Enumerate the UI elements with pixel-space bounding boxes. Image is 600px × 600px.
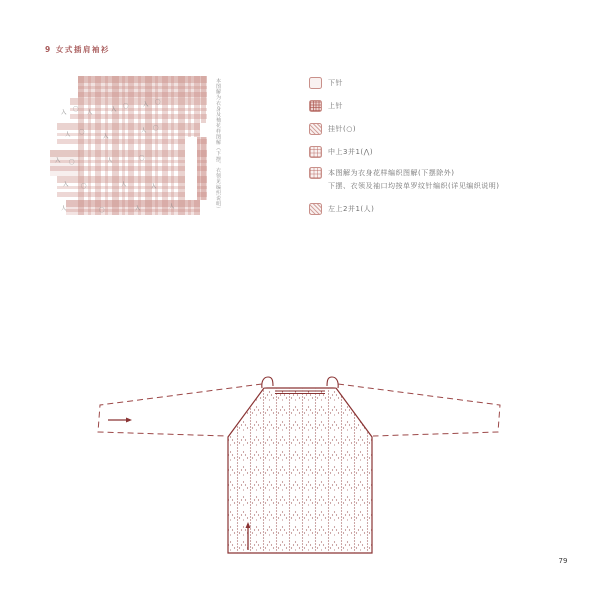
legend-item-label: 左上2并1(人) [328,205,375,213]
svg-text:〇: 〇 [79,130,85,136]
svg-text:〇: 〇 [99,208,105,214]
legend-item-label: 上针 [328,102,343,110]
legend-item-label: 挂针(○) [328,125,357,133]
body-and-yoke-outline [228,388,372,553]
svg-text:入: 入 [143,102,149,108]
sweater-schematic [80,372,520,564]
svg-text:入: 入 [111,107,117,113]
svg-text:人: 人 [107,158,113,164]
legend-note-line1: 本图解为衣身花样编织图解(下摆除外) [328,169,455,177]
svg-text:人: 人 [87,110,93,116]
legend-item [309,167,499,193]
triple-decrease-icon [309,146,322,158]
legend-item [309,77,343,90]
right-neck-tab [327,377,338,388]
svg-text:入: 入 [151,184,157,190]
legend-item-label: 下针 [328,79,343,87]
legend-item [309,203,374,216]
svg-text:入: 入 [103,134,109,140]
svg-text:人: 人 [141,128,147,134]
page-number: 79 [558,557,568,565]
chart-caption-vertical: 本图解为衣身及袖花样图解（下摆、衣领见编织说明） [215,78,221,213]
chart-plaid-stripes [47,74,213,217]
left-decrease-icon [309,203,322,215]
legend-item [309,100,343,113]
pattern-note-icon [309,167,322,179]
stitch-chart-grid [47,74,213,217]
svg-text:人: 人 [65,132,71,138]
purl-stitch-icon [309,100,322,112]
svg-text:入: 入 [135,206,141,212]
sweater-schematic-drawing [80,372,520,564]
sleeve-direction-arrow-icon [108,418,132,423]
stitch-chart [47,74,213,217]
svg-text:〇: 〇 [139,156,145,162]
svg-text:人: 人 [61,206,67,212]
page-title: 9 女式插肩袖衫 [45,45,110,54]
left-neck-tab [262,377,273,388]
knit-stitch-icon [309,77,322,89]
legend-note-line2: 下摆、衣领及袖口均按单罗纹针编织(详见编织说明) [328,182,500,190]
legend-item [309,123,356,136]
svg-text:入: 入 [55,158,61,164]
legend-note [328,167,499,193]
yarn-over-icon [309,123,322,135]
svg-text:〇: 〇 [73,107,79,113]
svg-text:入: 入 [61,110,67,116]
svg-text:人: 人 [169,204,175,210]
legend-item [309,146,373,159]
svg-text:入: 入 [63,182,69,188]
svg-text:人: 人 [121,182,127,188]
svg-text:〇: 〇 [153,126,159,132]
svg-text:〇: 〇 [123,104,129,110]
svg-text:〇: 〇 [69,160,75,166]
svg-text:〇: 〇 [155,100,161,106]
svg-text:〇: 〇 [81,184,87,190]
legend-item-label: 中上3并1(⋀) [328,148,374,156]
